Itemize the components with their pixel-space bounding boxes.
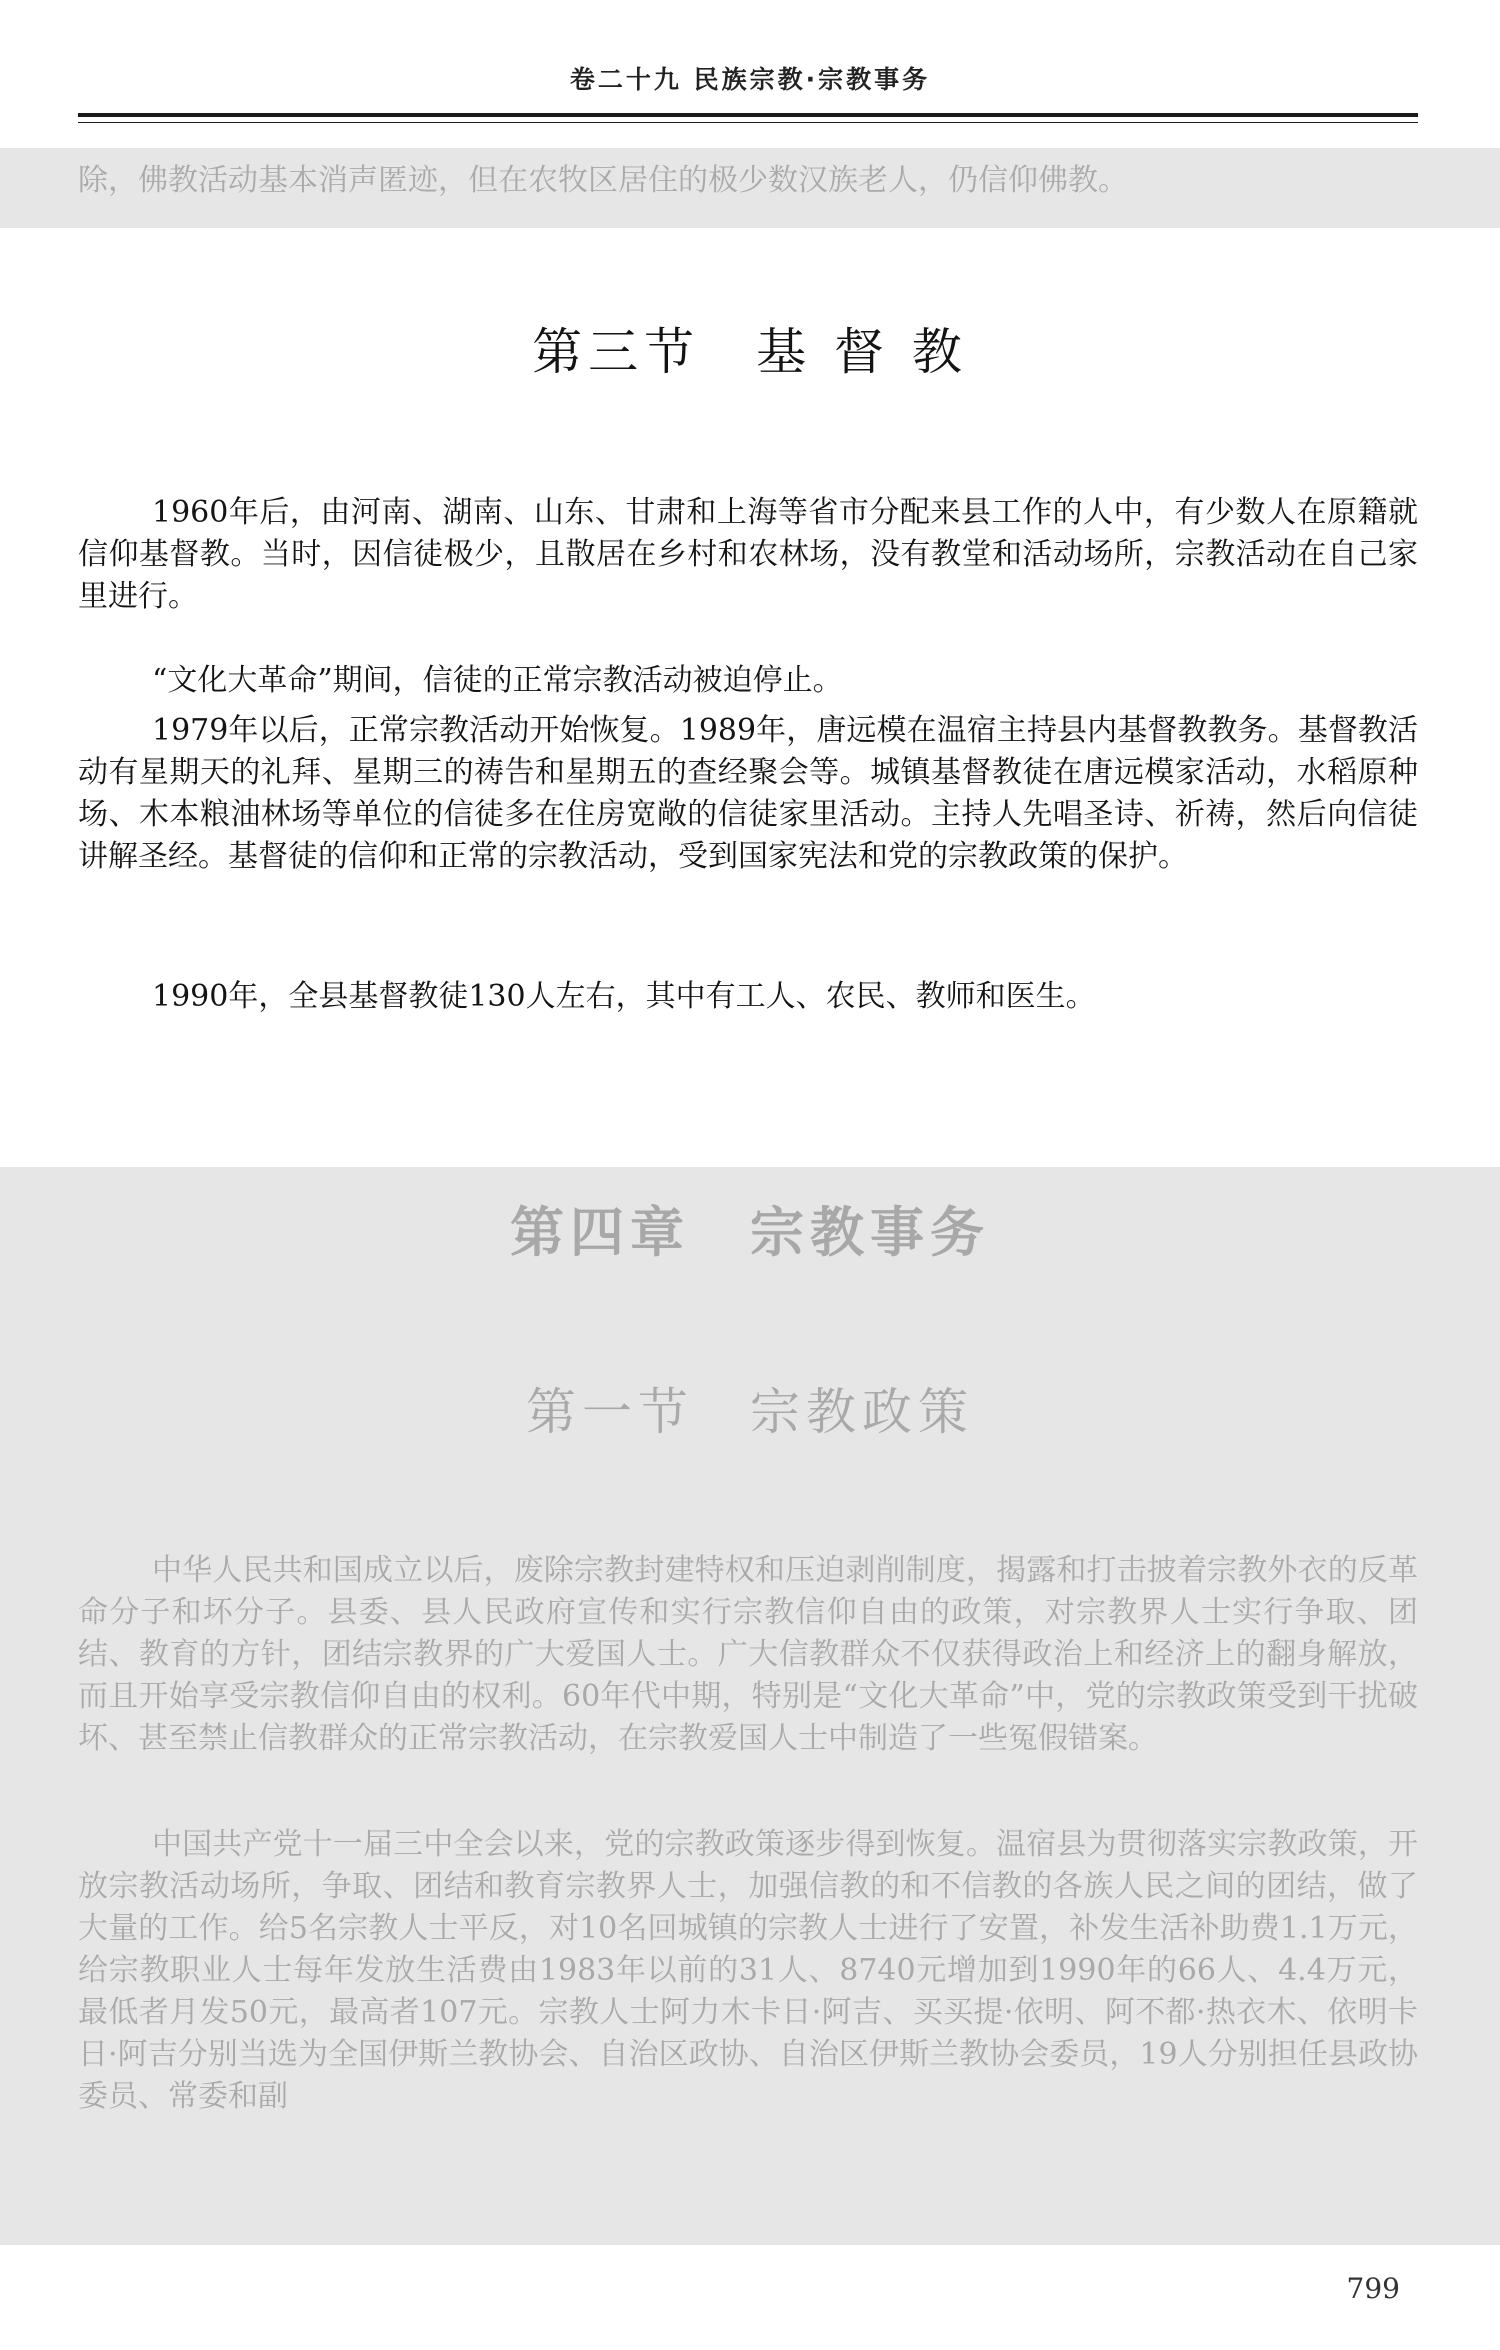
section-3-paragraph: 1990年，全县基督教徒130人左右，其中有工人、农民、教师和医生。 [152,979,1096,1014]
section-3-paragraph: “文化大革命”期间，信徒的正常宗教活动被迫停止。 [152,663,843,698]
section-3-paragraph: 1960年后，由河南、湖南、山东、甘肃和上海等省市分配来县工作的人中，有少数人在原籍就信仰基督教。当时，因信徒极少，且散居在乡村和农林场，没有教堂和活动场所，宗教活动在自己家里进行。 [78,495,1418,614]
section-1-title: 第一节 宗教政策 [526,1383,974,1441]
section-1-paragraph: 中国共产党十一届三中全会以来，党的宗教政策逐步得到恢复。温宿县为贯彻落实宗教政策，开放宗教活动场所，争取、团结和教育宗教界人士，加强信教的和不信教的各族人民之间的团结，做了大量的工作。给5名宗教人士平反，对10名回城镇的宗教人士进行了安置，补发生活补助费1.1万元，给宗教职业人士每年发放生活费由1983年以前的31人、8740元增加到1990年的66人、4.4万元，最低者月发50元，最高者107元。宗教人士阿力木卡日·阿吉、买买提·依明、阿不都·热衣木、依明卡日·阿吉分别当选为全国伊斯兰教协会、自治区政协、自治区伊斯兰教协会委员，19人分别担任县政协委员、常委和副 [78,1827,1418,2114]
page-number: 799 [1346,2272,1400,2305]
header-rule-thick [78,113,1418,117]
running-header: 卷二十九 民族宗教·宗教事务 [569,65,931,94]
section-3-paragraph: 1979年以后，正常宗教活动开始恢复。1989年，唐远模在温宿主持县内基督教教务。基督教活动有星期天的礼拜、星期三的祷告和星期五的查经聚会等。城镇基督教徒在唐远模家活动，水稻原种场、木本粮油林场等单位的信徒多在住房宽敞的信徒家里活动。主持人先唱圣诗、祈祷，然后向信徒讲解圣经。基督徒的信仰和正常的宗教活动，受到国家宪法和党的宗教政策的保护。 [78,713,1418,874]
section-1-paragraph: 中华人民共和国成立以后，废除宗教封建特权和压迫剥削制度，揭露和打击披着宗教外衣的反革命分子和坏分子。县委、县人民政府宣传和实行宗教信仰自由的政策，对宗教界人士实行争取、团结、教育的方针，团结宗教界的广大爱国人士。广大信教群众不仅获得政治上和经济上的翻身解放，而且开始享受宗教信仰自由的权利。60年代中期，特别是“文化大革命”中，党的宗教政策受到干扰破坏、甚至禁止信教群众的正常宗教活动，在宗教爱国人士中制造了一些冤假错案。 [78,1553,1418,1756]
top-fragment-text: 除，佛教活动基本消声匿迹，但在农牧区居住的极少数汉族老人，仍信仰佛教。 [78,163,1128,198]
chapter-4-title: 第四章 宗教事务 [510,1201,990,1264]
header-rule-thin [78,122,1418,123]
section-3-title: 第三节 基 督 教 [532,323,968,381]
